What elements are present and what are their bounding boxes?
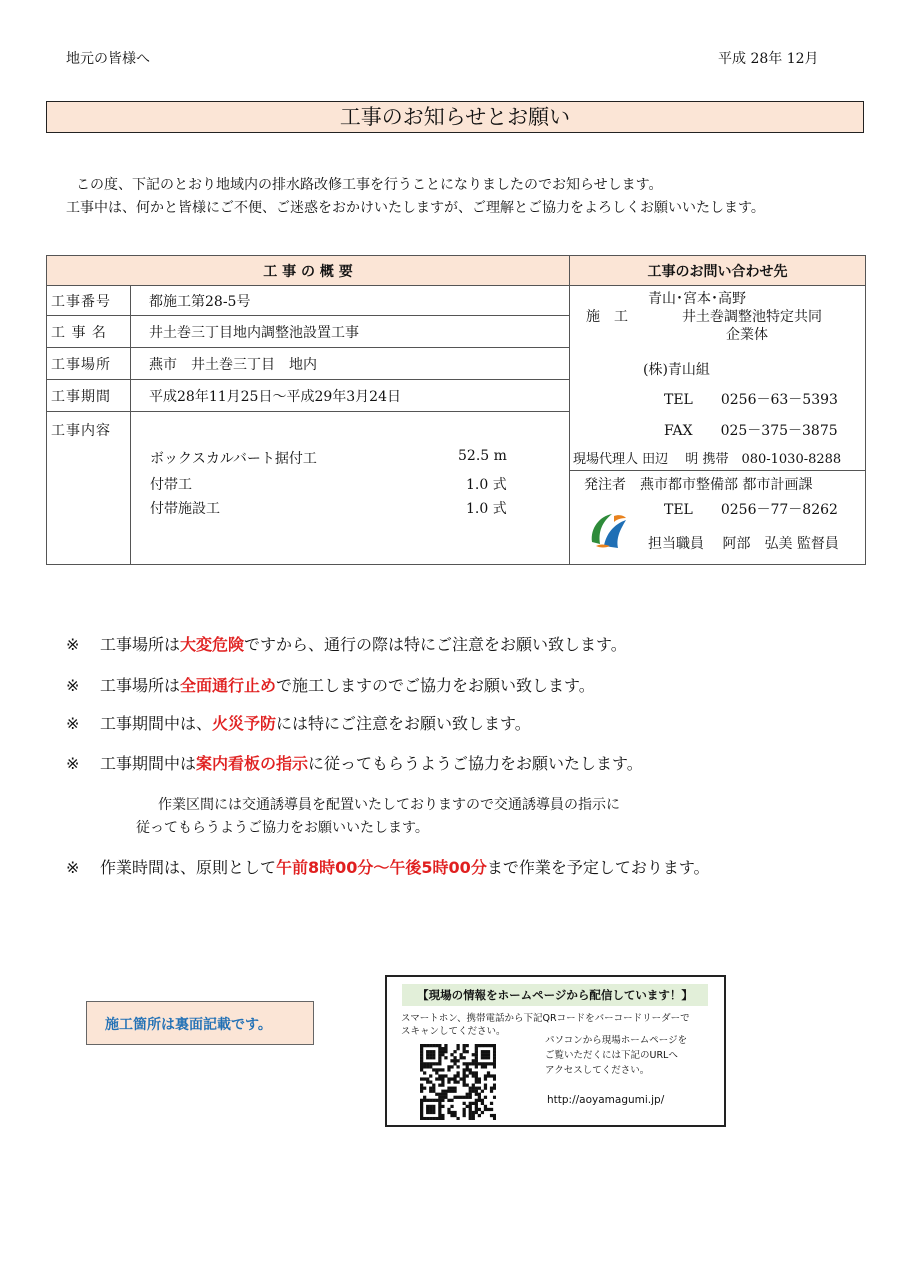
jv-line-2: 井土巻調整池特定共同 [682, 309, 822, 325]
orderer-tel: TEL 0256－77－8262 [664, 502, 838, 518]
back-side-note [86, 1001, 314, 1045]
row-label-number: 工事番号 [47, 286, 131, 316]
qr-code-icon[interactable] [420, 1044, 496, 1120]
note-5 [66, 855, 710, 878]
homepage-url[interactable]: http://aoyamagumi.jp/ [547, 1094, 665, 1106]
note-5-pre: 作業時間は、原則として [100, 858, 277, 877]
site-rep-mobile: 携帯 080-1030-8288 [702, 452, 842, 467]
item-name-2: 付帯工 [150, 477, 192, 493]
staff-in-charge: 担当職員 阿部 弘美 監督員 [648, 536, 839, 552]
note-4-post: に従ってもらうようご協力をお願いたします。 [308, 754, 643, 773]
item-name-1: ボックスカルバート据付工 [150, 451, 317, 467]
item-qty-2: 1.0 式 [466, 477, 507, 493]
row-value-name: 井土巻三丁目地内調整池設置工事 [131, 316, 570, 348]
note-1-post: ですから、通行の際は特にご注意をお願い致します。 [244, 635, 627, 654]
note-mark: ※ [66, 858, 80, 877]
phone-instruction-2: スキャンしてください。 [401, 1026, 506, 1037]
note-mark: ※ [66, 635, 80, 654]
note-2-pre: 工事場所は [100, 676, 181, 695]
item-qty-3: 1.0 式 [466, 501, 507, 517]
item-name-3: 付帯施設工 [150, 501, 220, 517]
intro-line-1: この度、下記のとおり地域内の排水路改修工事を行うことになりましたのでお知らせします。 [76, 177, 663, 193]
contractor-tel: TEL 0256－63－5393 [664, 392, 838, 408]
site-rep [573, 448, 841, 467]
row-label-content: 工事内容 [47, 412, 131, 565]
site-rep-name: 田辺 明 [642, 452, 699, 467]
back-side-note-text: 施工箇所は裏面記載です。 [105, 1017, 272, 1033]
note-2 [66, 673, 595, 696]
note-1 [66, 632, 627, 655]
overview-table [46, 255, 866, 565]
note-1-pre: 工事場所は [100, 635, 181, 654]
web-info-heading: 【現場の情報をホームページから配信しています！】 [402, 984, 708, 1006]
note-2-post: で施工しますのでご協力をお願い致します。 [276, 676, 595, 695]
contact-heading: 工事のお問い合わせ先 [570, 256, 866, 286]
row-value-number: 都施工第28-5号 [131, 286, 570, 316]
jv-line-3: 企業体 [726, 327, 768, 343]
pc-instruction-1: パソコンから現場ホームページを [545, 1035, 688, 1046]
city-logo-icon [586, 508, 630, 552]
intro-line-2: 工事中は、何かと皆様にご不便、ご迷惑をおかけいたしますが、ご理解とご協力をよろしくお願いいたします。 [66, 200, 765, 216]
note-3-pre: 工事期間中は、 [100, 714, 213, 733]
row-label-name: 工 事 名 [47, 316, 131, 348]
overview-heading: 工 事 の 概 要 [47, 256, 570, 286]
note-mark: ※ [66, 754, 80, 773]
document-date: 平成 28年 12月 [718, 51, 819, 67]
note-4-emphasis: 案内看板の指示 [196, 754, 309, 773]
row-label-period: 工事期間 [47, 380, 131, 412]
note-4-pre: 工事期間中は [100, 754, 197, 773]
row-value-period: 平成28年11月25日～平成29年3月24日 [131, 380, 570, 412]
note-4 [66, 751, 643, 774]
note-3 [66, 711, 531, 734]
note-3-post: には特にご注意をお願い致します。 [276, 714, 531, 733]
contact-cell [570, 286, 866, 565]
pc-instruction-2: ご覧いただくには下記のURLへ [545, 1050, 678, 1061]
note-4-sub-1: 作業区間には交通誘導員を配置いたしておりますので交通誘導員の指示に [158, 797, 620, 813]
note-5-post: まで作業を予定しております。 [486, 858, 710, 877]
note-5-emphasis: 午前8時00分～午後5時00分 [276, 858, 487, 877]
page-title: 工事のお知らせとお願い [46, 101, 864, 133]
pc-instruction-3: アクセスしてください。 [545, 1065, 650, 1076]
builder-label: 施 工 [586, 309, 628, 325]
note-1-emphasis: 大変危険 [180, 635, 245, 654]
phone-instruction-1: スマートホン、携帯電話から下記QRコードをバーコードリーダーで [401, 1013, 690, 1024]
note-4-sub-2: 従ってもらうようご協力をお願いいたします。 [136, 820, 429, 836]
row-label-location: 工事場所 [47, 348, 131, 380]
item-qty-1: 52.5 m [458, 448, 507, 464]
note-3-emphasis: 火災予防 [212, 714, 277, 733]
note-2-emphasis: 全面通行止め [180, 676, 277, 695]
site-rep-label: 現場代理人 [573, 452, 639, 467]
contact-divider [570, 470, 866, 471]
web-info-box [385, 975, 726, 1127]
row-value-location: 燕市 井土巻三丁目 地内 [131, 348, 570, 380]
orderer: 発注者 燕市都市整備部 都市計画課 [584, 477, 813, 493]
company-name: (株)青山組 [643, 362, 710, 378]
content-items [131, 412, 570, 565]
note-mark: ※ [66, 676, 80, 695]
recipient: 地元の皆様へ [66, 51, 150, 67]
note-mark: ※ [66, 714, 80, 733]
contractor-fax: FAX 025－375－3875 [664, 423, 838, 439]
jv-line-1: 青山･宮本･高野 [648, 291, 746, 307]
